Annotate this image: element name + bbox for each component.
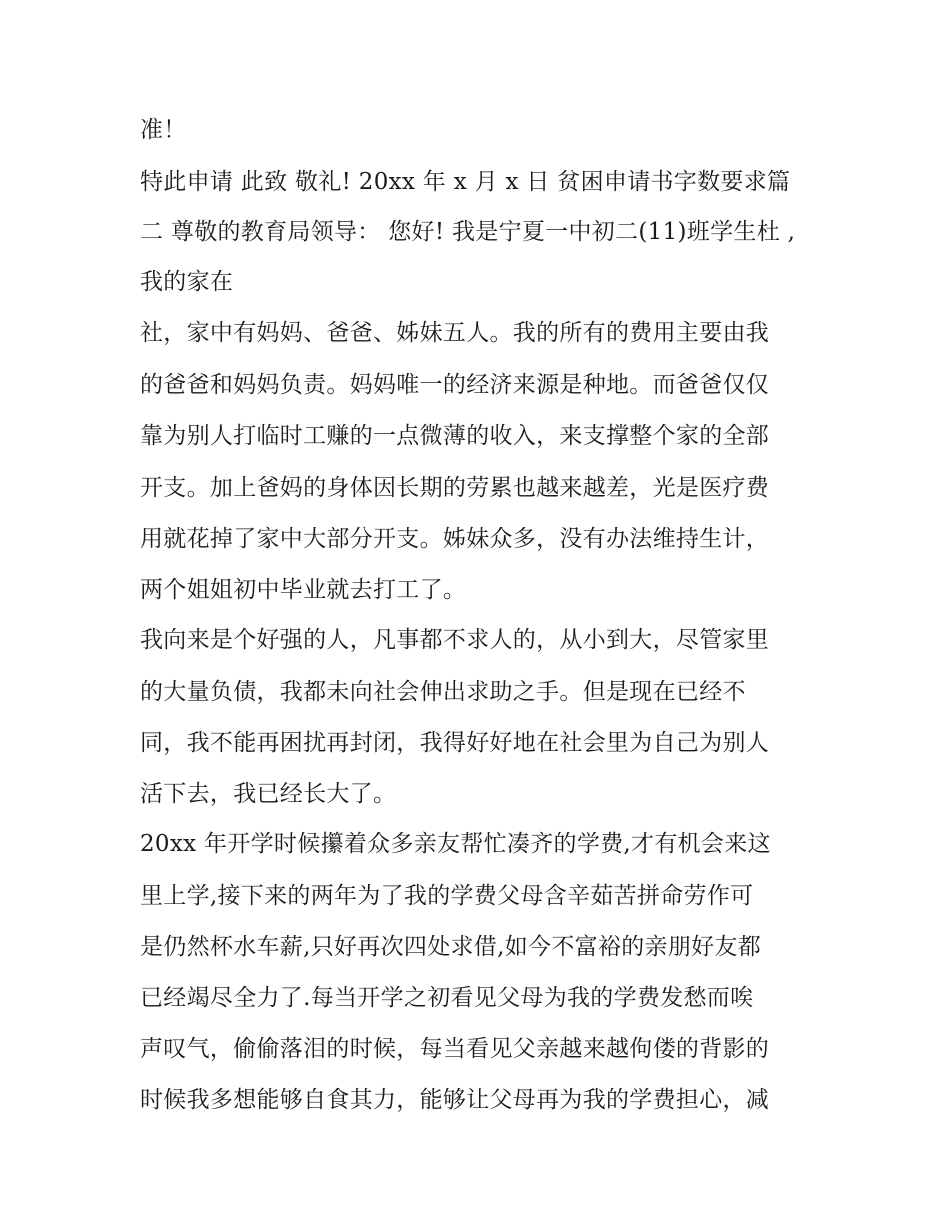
text-line: 用就花掉了家中大部分开支。姊妹众多，没有办法维持生计， [140, 526, 770, 552]
text-line: 社，家中有妈妈、爸爸、姊妹五人。我的所有的费用主要由我 [140, 320, 770, 346]
text-line: 已经竭尽全力了.每当开学之初看见父母为我的学费发愁而唉 [140, 985, 754, 1011]
text-line: 的爸爸和妈妈负责。妈妈唯一的经济来源是种地。而爸爸仅仅 [140, 372, 770, 398]
text-line: 我向来是个好强的人，凡事都不求人的，从小到大，尽管家里 [140, 627, 770, 653]
text-line: 里上学,接下来的两年为了我的学费父母含辛茹苦拼命劳作可 [140, 883, 754, 909]
text-line: 20xx 年开学时候攥着众多亲友帮忙凑齐的学费,才有机会来这 [140, 831, 771, 857]
text-line: 是仍然杯水车薪,只好再次四处求借,如今不富裕的亲朋好友都 [140, 934, 762, 960]
text-line: 开支。加上爸妈的身体因长期的劳累也越来越差，光是医疗费 [140, 475, 770, 501]
text-line: 二 尊敬的教育局领导： 您好! 我是宁夏一中初二(11)班学生杜 , [140, 219, 796, 245]
text-line: 声叹气，偷偷落泪的时候，每当看见父亲越来越佝偻的背影的 [140, 1036, 770, 1062]
text-line: 时候我多想能够自食其力，能够让父母再为我的学费担心，减 [140, 1087, 770, 1113]
text-line: 我的家在 [140, 269, 234, 295]
text-line: 同，我不能再困扰再封闭，我得好好地在社会里为自己为别人 [140, 730, 770, 756]
text-line: 准！ [140, 117, 187, 143]
text-line: 活下去，我已经长大了。 [140, 781, 397, 807]
text-line: 靠为别人打临时工赚的一点微薄的收入，来支撑整个家的全部 [140, 423, 770, 449]
text-line: 两个姐姐初中毕业就去打工了。 [140, 577, 467, 603]
text-line: 的大量负债，我都未向社会伸出求助之手。但是现在已经不 [140, 679, 746, 705]
text-line: 特此申请 此致 敬礼! 20xx 年 x 月 x 日 贫困申请书字数要求篇 [140, 169, 791, 195]
